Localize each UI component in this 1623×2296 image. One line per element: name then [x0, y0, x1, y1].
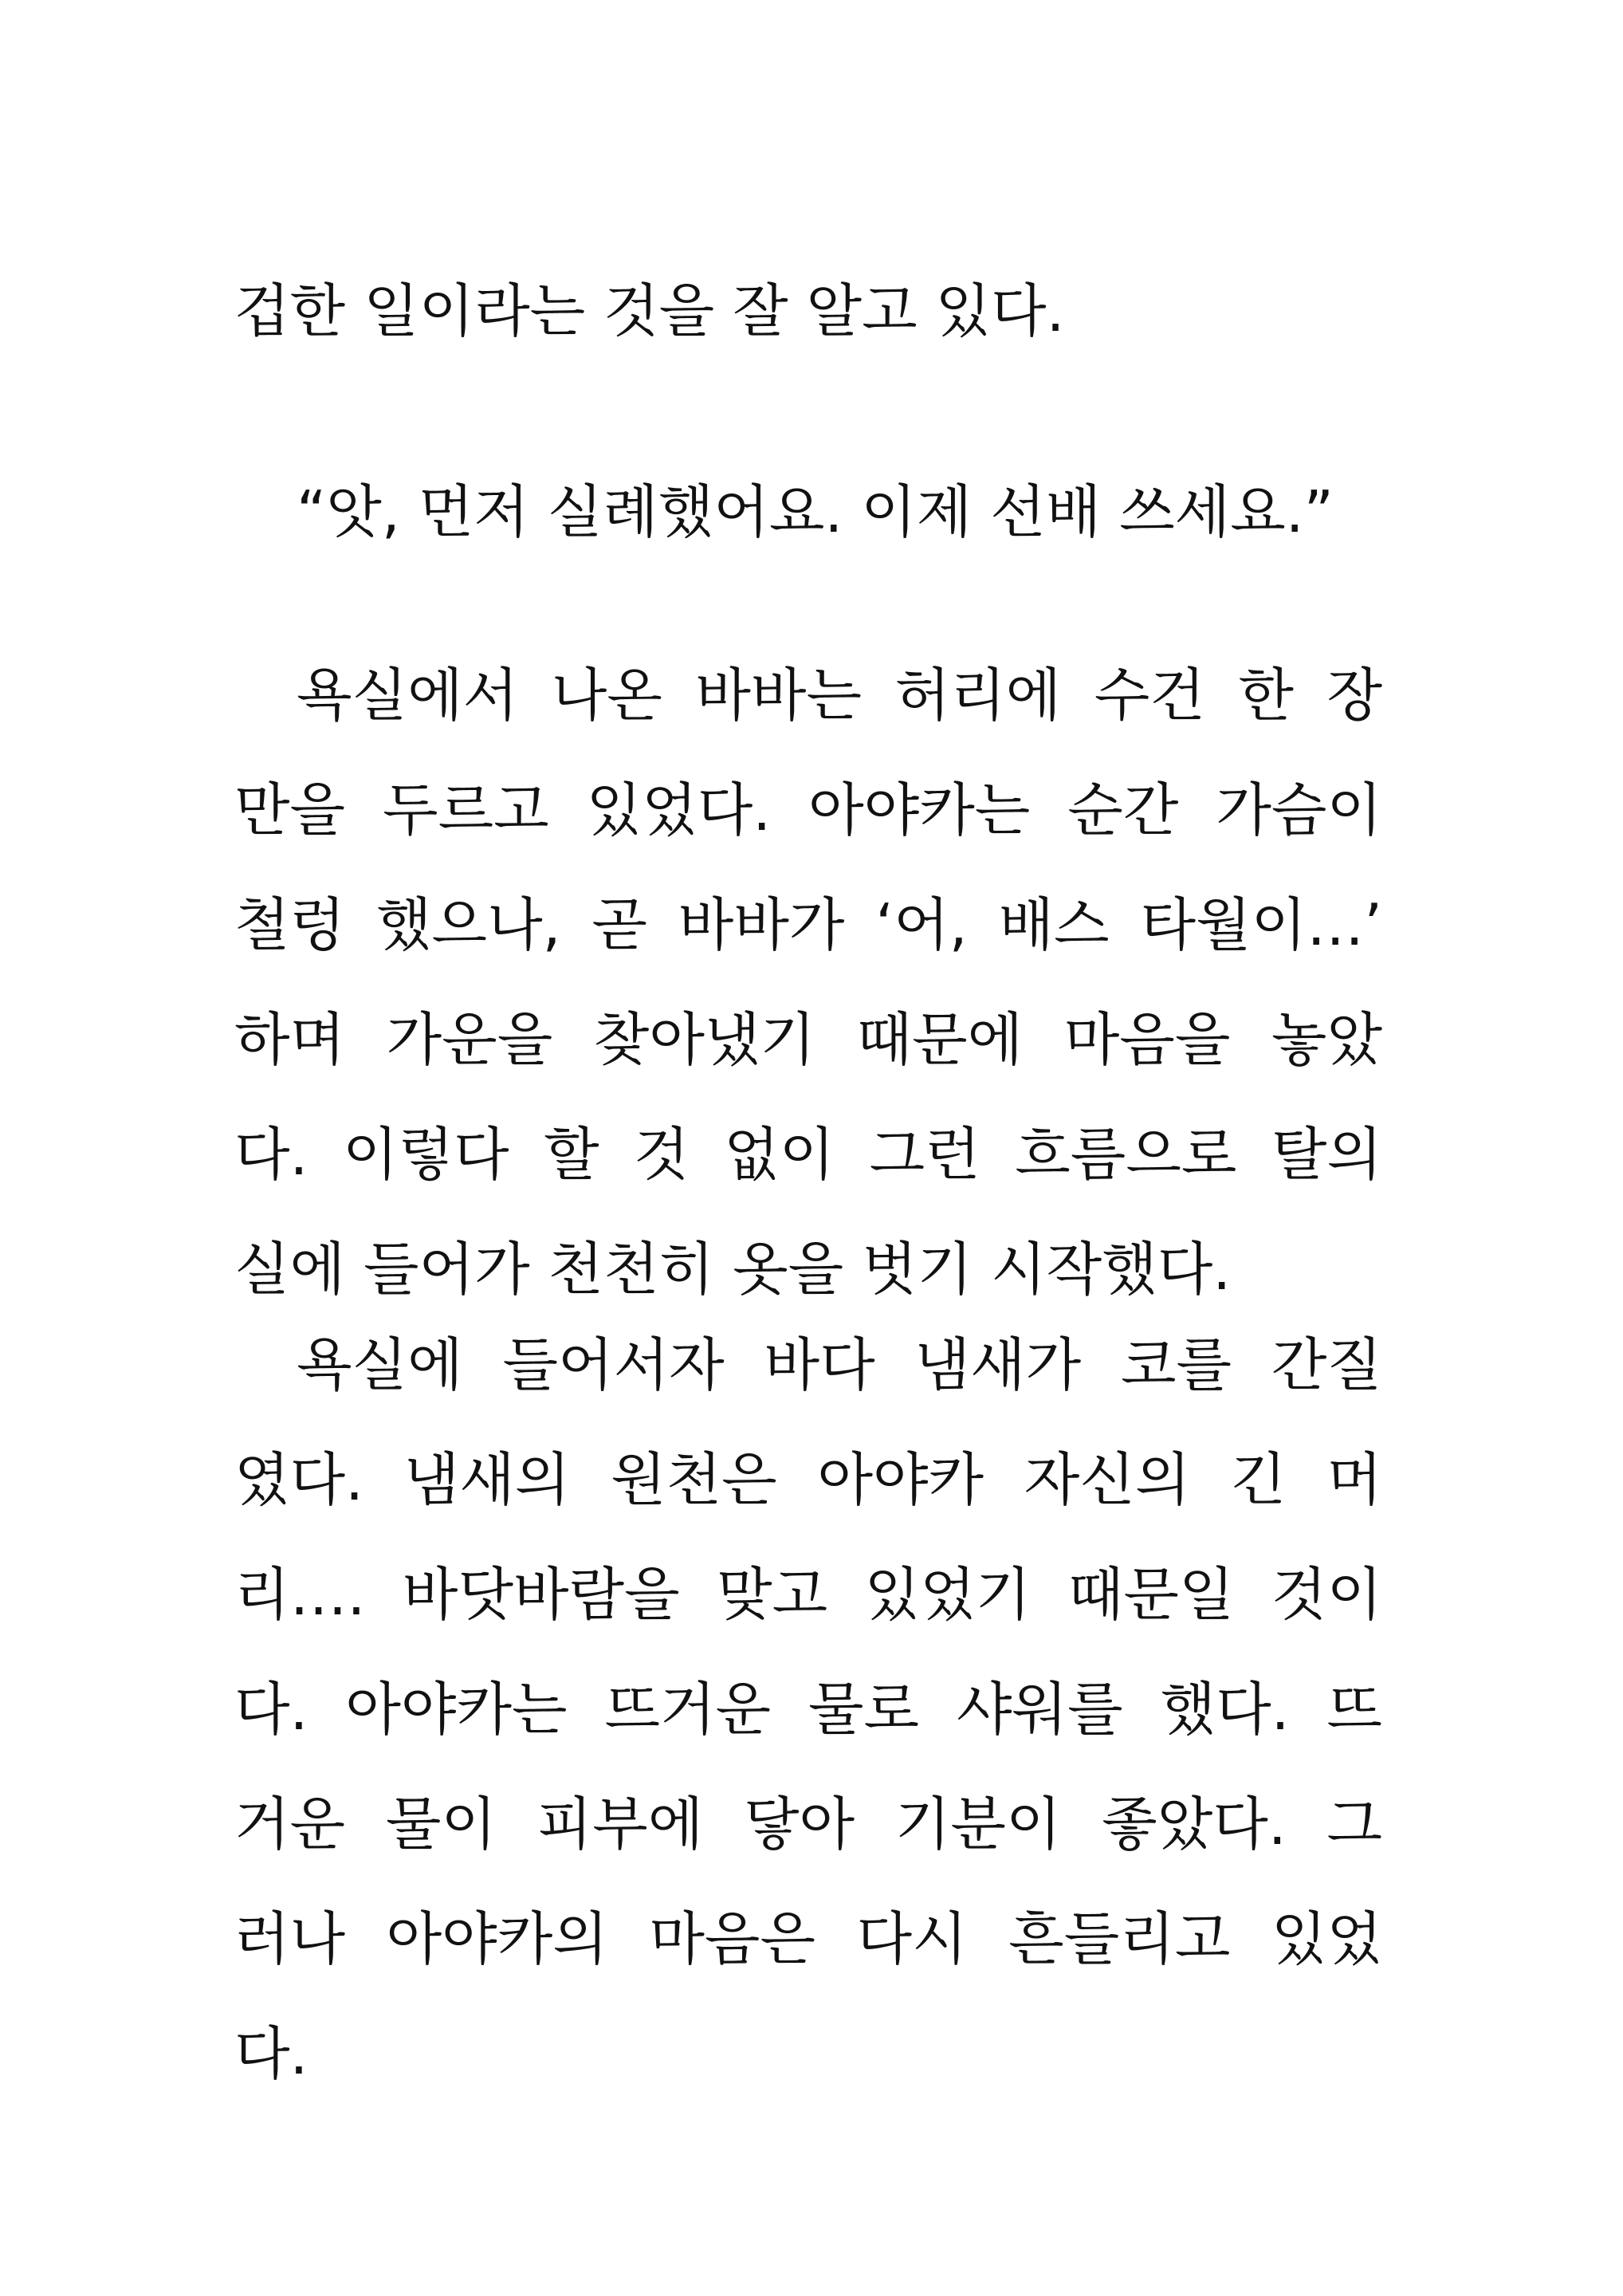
text-line: 다. 이렇다 할 것 없이 그런 흐름으로 탈의 — [234, 1121, 1382, 1188]
text-line: 러나 아야카의 마음은 다시 흔들리고 있었 — [234, 1905, 1382, 1972]
paragraph-3 — [234, 638, 1382, 1327]
text-line: 다. — [234, 2020, 308, 2087]
text-line: 다. 아야카는 뜨거운 물로 샤워를 했다. 뜨 — [234, 1676, 1382, 1743]
text-line: 거운 물이 피부에 닿아 기분이 좋았다. 그 — [234, 1791, 1382, 1858]
text-line: 만을 두르고 있었다. 아야카는 순간 가슴이 — [234, 776, 1382, 843]
text-line: 철렁 했으나, 곧 바바가 ‘어, 배스 타월이…’ — [234, 891, 1382, 958]
text-line: 겁한 일이라는 것을 잘 알고 있다. — [234, 277, 1065, 344]
text-line: 리…. 바닷바람을 맞고 있었기 때문일 것이 — [234, 1561, 1382, 1628]
paragraph-1 — [234, 254, 1382, 368]
text-line: 욕실에 들어서자 바다 냄새가 코를 간질 — [297, 1331, 1382, 1398]
text-line: 였다. 냄새의 원천은 아야카 자신의 긴 머 — [234, 1446, 1382, 1513]
paragraph-4 — [234, 1307, 1382, 2111]
text-line: “앗, 먼저 실례했어요. 이제 선배 쓰세요.” — [297, 478, 1334, 545]
text-line: 하며 가운을 찾아냈기 때문에 마음을 놓았 — [234, 1006, 1382, 1073]
text-line: 실에 들어가 천천히 옷을 벗기 시작했다. — [234, 1236, 1232, 1303]
text-line: 욕실에서 나온 바바는 허리에 수건 한 장 — [297, 662, 1382, 729]
paragraph-2-dialogue — [234, 454, 1382, 569]
